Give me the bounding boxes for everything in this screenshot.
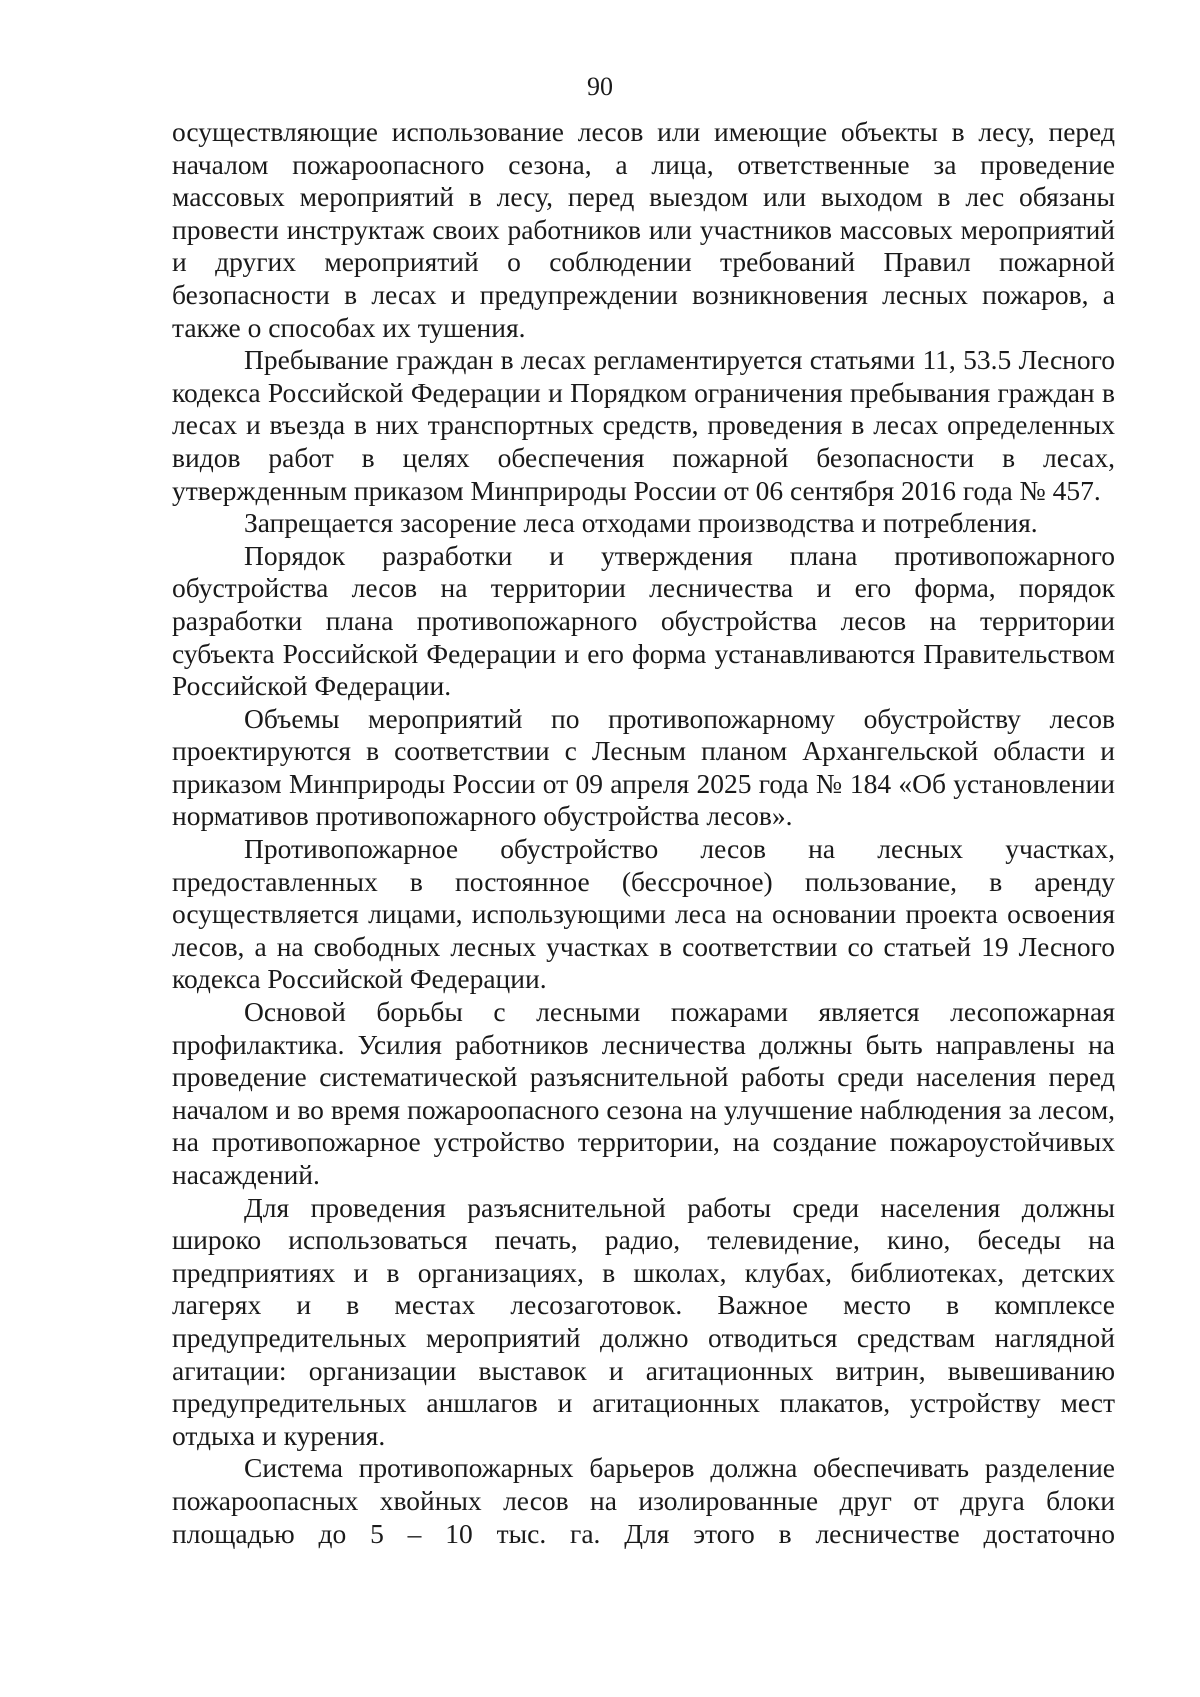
- paragraph-littering-prohibition: Запрещается засорение леса отходами производства и потребления.: [244, 507, 1038, 539]
- paragraph-fire-measures-volume: Объемы мероприятий по противопожарному обустройству лесов проектируются в соответствии с Лесным планом Архангельской области и приказом Минприроды России от 09 апреля 2025 года № 184 «Об установлении нормативов противопожарного обустройства лесов».: [172, 702, 1115, 832]
- page-number: 90: [587, 72, 613, 101]
- paragraph-outreach-work: Для проведения разъяснительной работы среди населения должны широко использоваться печать, радио, телевидение, кино, беседы на предприятиях и в организациях, в школах, клубах, библиотеках, детских лагерях и в местах лесозаготовок. Важное место в комплексе предупредительных мероприятий должно отводиться средствам наглядной агитации: организации выставок и агитационных витрин, вывешиванию предупредительных аншлагов и агитационных плакатов, устройству мест отдыха и курения.: [172, 1191, 1115, 1451]
- document-body: [172, 116, 1115, 1550]
- paragraph-fire-safety-briefing: осуществляющие использование лесов или имеющие объекты в лесу, перед началом пожароопасного сезона, а лица, ответственные за проведение массовых мероприятий в лесу, перед выездом или выходом в лес обязаны провести инструктаж своих работников или участников массовых мероприятий и других мероприятий о соблюдении требований Правил пожарной безопасности в лесах и предупреждении возникновения лесных пожаров, а также о способах их тушения.: [172, 116, 1115, 343]
- paragraph-fire-barriers: Система противопожарных барьеров должна обеспечивать разделение пожароопасных хвойных лесов на изолированные друг от друга блоки площадью до 5 – 10 тыс. га. Для этого в лесничестве достаточно: [172, 1452, 1115, 1549]
- paragraph-fire-prevention-basis: Основой борьбы с лесными пожарами является лесопожарная профилактика. Усилия работников лесничества должны быть направлены на проведение систематической разъяснительной работы среди населения перед началом и во время пожароопасного сезона на улучшение наблюдения за лесом, на противопожарное устройство территории, на создание пожароустойчивых насаждений.: [172, 996, 1115, 1190]
- paragraph-fire-plan-procedure: Порядок разработки и утверждения плана противопожарного обустройства лесов на территории лесничества и его форма, порядок разработки плана противопожарного обустройства лесов на территории субъекта Российской Федерации и его форма устанавливаются Правительством Российской Федерации.: [172, 539, 1115, 702]
- paragraph-fire-arrangement-plots: Противопожарное обустройство лесов на лесных участках, предоставленных в постоянное (бессрочное) пользование, в аренду осуществляется лицами, использующими леса на основании проекта освоения лесов, а на свободных лесных участках в соответствии со статьей 19 Лесного кодекса Российской Федерации.: [172, 833, 1115, 995]
- paragraph-forest-stay-regulation: Пребывание граждан в лесах регламентируется статьями 11, 53.5 Лесного кодекса Российской Федерации и Порядком ограничения пребывания граждан в лесах и въезда в них транспортных средств, проведения в лесах определенных видов работ в целях обеспечения пожарной безопасности в лесах, утвержденным приказом Минприроды России от 06 сентября 2016 года № 457.: [172, 344, 1115, 506]
